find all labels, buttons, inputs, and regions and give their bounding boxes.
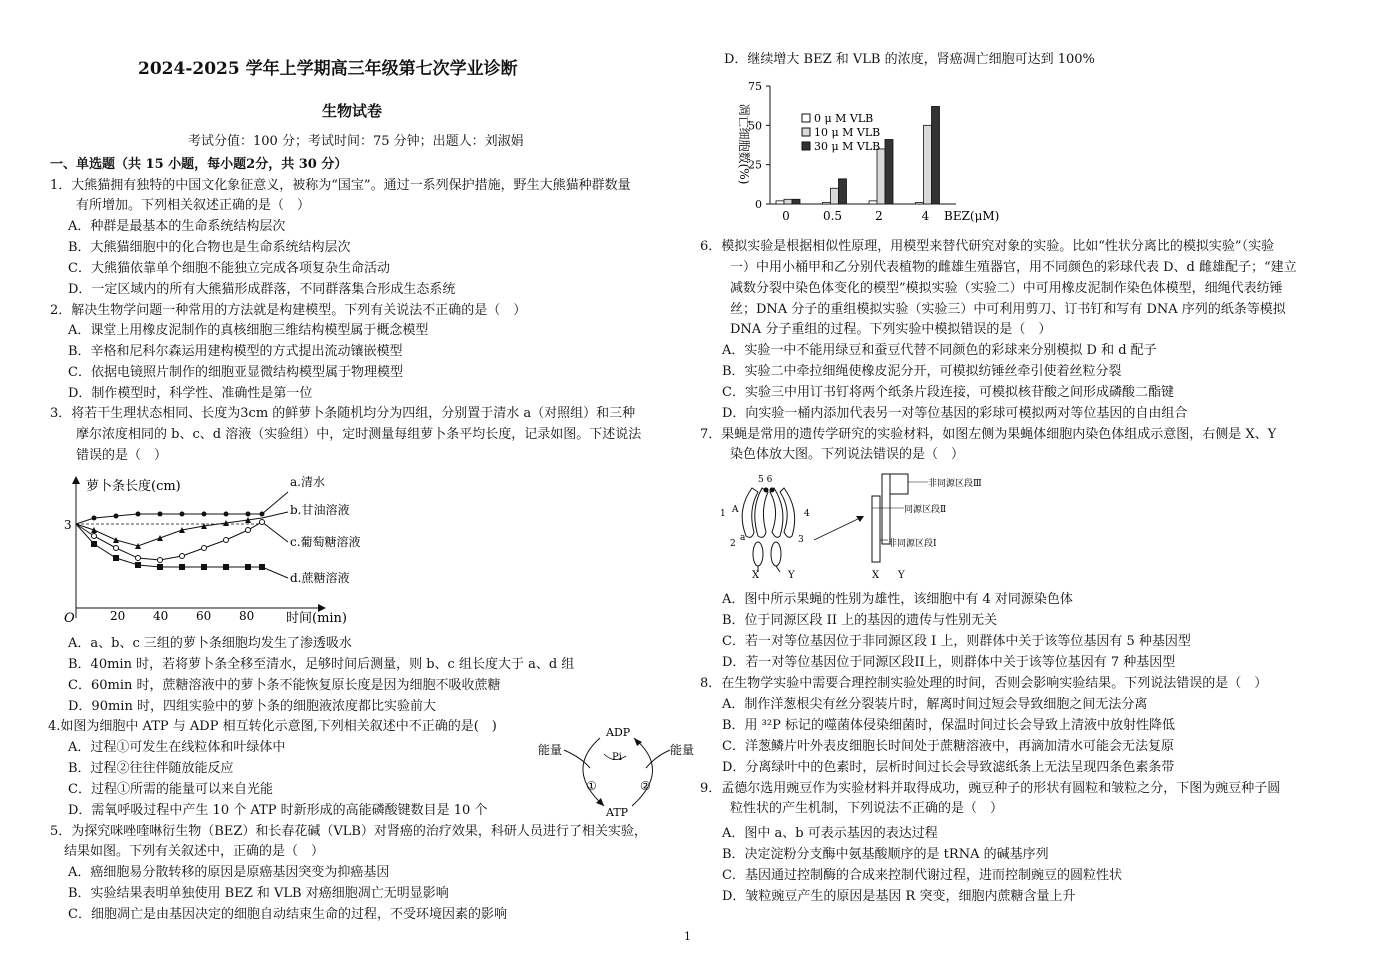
q9-option-d: D．皱粒豌豆产生的原因是基因 R 突变，细胞内蔗糖含量上升 bbox=[722, 889, 1076, 904]
x-tick-20: 20 bbox=[110, 609, 126, 623]
bar-4-series-0 bbox=[916, 202, 924, 204]
left-x-label: X bbox=[752, 570, 760, 581]
curve-b-points bbox=[91, 517, 251, 549]
exam-title: 2024-2025 学年上学期高三年级第七次学业诊断 bbox=[138, 59, 518, 79]
q1-option-a: A．种群是最基本的生命系统结构层次 bbox=[68, 219, 286, 234]
bar-4-series-1 bbox=[924, 125, 932, 204]
radish-length-graph bbox=[60, 470, 380, 630]
q2-option-c: C．依据电镜照片制作的细胞亚显微结构模型属于物理模型 bbox=[68, 365, 403, 380]
curve-a-points bbox=[92, 512, 265, 521]
q2-option-d: D．制作模型时，科学性、准确性是第一位 bbox=[68, 386, 313, 401]
fruit-fly-chromosome-diagram bbox=[718, 470, 1018, 582]
segment-1-label: 非同源区段Ⅰ bbox=[888, 539, 937, 549]
q7-option-b: B．位于同源区段 II 上的基因的遗传与性别无关 bbox=[722, 613, 998, 628]
q9-option-b: B．决定淀粉分支酶中氨基酸顺序的是 tRNA 的碱基序列 bbox=[722, 847, 1049, 862]
q8-option-c: C．洋葱鳞片叶外表皮细胞长时间处于蔗糖溶液中，再滴加清水可能会无法复原 bbox=[722, 739, 1174, 754]
q5-option-d: D．继续增大 BEZ 和 VLB 的浓度，肾癌凋亡细胞可达到 100% bbox=[724, 52, 1095, 67]
q3-option-c: C．60min 时，蔗糖溶液中的萝卜条不能恢复原长度是因为细胞不吸收蔗糖 bbox=[68, 678, 501, 693]
q4-option-d: D．需氧呼吸过程中产生 10 个 ATP 时新形成的高能磷酸键数目是 10 个 bbox=[68, 803, 488, 818]
x-tick-80: 80 bbox=[239, 609, 255, 623]
q5-option-c: C．细胞凋亡是由基因决定的细胞自动结束生命的过程，不受环境因素的影响 bbox=[68, 907, 507, 922]
legend-swatch-0 bbox=[802, 114, 810, 122]
origin-label: O bbox=[64, 611, 75, 626]
q8-option-a: A．制作洋葱根尖有丝分裂装片时，解离时间过短会导致细胞之间无法分离 bbox=[722, 697, 1148, 712]
label-A: A bbox=[732, 505, 739, 515]
x-tick-60: 60 bbox=[196, 609, 212, 623]
energy-right-label: 能量 bbox=[670, 743, 695, 757]
q3-option-a: A．a、b、c 三组的萝卜条细胞均发生了渗透吸水 bbox=[68, 636, 352, 651]
legend-label-2: 30 μ M VLB bbox=[814, 140, 881, 153]
q5-stem-2: 结果如图。下列有关叙述中，正确的是（ ） bbox=[64, 844, 325, 859]
q7-stem-2: 染色体放大图。下列说法错误的是（ ） bbox=[730, 447, 965, 462]
q4-option-b: B．过程②往往伴随放能反应 bbox=[68, 761, 234, 776]
q3-stem: 3．将若干生理状态相同、长度为3cm 的鲜萝卜条随机均分为四组，分别置于清水 a（对照组）和三种 bbox=[50, 406, 636, 421]
q4-option-a: A．过程①可发生在线粒体和叶绿体中 bbox=[68, 740, 286, 755]
q6-option-a: A．实验一中不能用绿豆和蚕豆代替不同颜色的彩球来分别模拟 D 和 d 配子 bbox=[722, 343, 1157, 358]
y-tick-3: 3 bbox=[64, 518, 72, 532]
chromosomes bbox=[742, 488, 795, 572]
subject-title: 生物试卷 bbox=[322, 102, 383, 120]
process-1-label: ① bbox=[586, 779, 597, 793]
q9-stem: 9．孟德尔选用豌豆作为实验材料并取得成功，豌豆种子的形状有圆粒和皱粒之分，下图为豌豆种子圆 bbox=[700, 781, 1281, 796]
q1-option-d: D．一定区域内的所有大熊猫形成群落，不同群落集合形成生态系统 bbox=[68, 282, 456, 297]
x-tick-label-2: 2 bbox=[875, 209, 883, 223]
q3-stem-2: 摩尔浓度相同的 b、c、d 溶液（实验组）中，定时测量每组萝卜条平均长度，记录如图。下述说法 bbox=[76, 427, 642, 442]
q6-option-b: B．实验二中牵拉细绳使橡皮泥分开，可模拟纺锤丝牵引使着丝粒分裂 bbox=[722, 364, 1122, 379]
legend-swatch-2 bbox=[802, 142, 810, 150]
process-2-label: ② bbox=[640, 779, 651, 793]
q8-stem: 8．在生物学实验中需要合理控制实验处理的时间，否则会影响实验结果。下列说法错误的是（ ） bbox=[700, 676, 1268, 691]
label-3: 3 bbox=[798, 535, 804, 545]
q8-option-b: B．用 ³²P 标记的噬菌体侵染细菌时，保温时间过长会导致上清液中放射性降低 bbox=[722, 718, 1175, 733]
y-tick-label-1: 25 bbox=[748, 158, 762, 172]
q3-option-b: B．40min 时，若将萝卜条全移至清水，足够时间后测量，则 b、c 组长度大于 a、d 组 bbox=[68, 657, 575, 672]
bar-0-series-2 bbox=[792, 199, 800, 204]
label-a: a bbox=[740, 533, 746, 543]
page-number: 1 bbox=[684, 930, 691, 943]
q8-option-d: D．分离绿叶中的色素时，层析时间过长会导致滤纸条上无法呈现四条色素条带 bbox=[722, 760, 1175, 775]
bar-0-series-1 bbox=[784, 199, 792, 204]
bar-2-series-2 bbox=[885, 139, 893, 204]
q4-stem: 4.如图为细胞中 ATP 与 ADP 相互转化示意图,下列相关叙述中不正确的是( ) bbox=[48, 719, 497, 734]
label-56: 5 6 bbox=[758, 475, 773, 485]
q6-stem-4: 丝；DNA 分子的重组模拟实验（实验三）中可利用剪刀、订书钉和写有 DNA 序列的纸条等模拟 bbox=[730, 302, 1286, 317]
q7-option-a: A．图中所示果蝇的性别为雄性，该细胞中有 4 对同源染色体 bbox=[722, 592, 1073, 607]
energy-left-label: 能量 bbox=[538, 743, 563, 757]
q5-option-b: B．实验结果表明单独使用 BEZ 和 VLB 对癌细胞凋亡无明显影响 bbox=[68, 886, 449, 901]
q9-stem-2: 粒性状的产生机制，下列说法不正确的是（ ） bbox=[730, 801, 1004, 816]
y-tick-label-2: 50 bbox=[748, 119, 762, 133]
q6-stem: 6．模拟实验是根据相似性原理，用模型来替代研究对象的实验。比如“性状分离比的模拟实验”（实验 bbox=[700, 239, 1275, 254]
curve-c-label: c.葡萄糖溶液 bbox=[290, 535, 361, 549]
left-y-label: Y bbox=[788, 570, 795, 581]
q2-option-a: A．课堂上用橡皮泥制作的真核细胞三维结构模型属于概念模型 bbox=[68, 323, 429, 338]
chart-legend bbox=[802, 112, 880, 153]
q2-option-b: B．辛格和尼科尔森运用建构模型的方式提出流动镶嵌模型 bbox=[68, 344, 403, 359]
label-4: 4 bbox=[804, 509, 810, 519]
section-heading: 一、单选题（共 15 小题，每小题2分，共 30 分） bbox=[50, 157, 348, 172]
q3-stem-3: 错误的是（ ） bbox=[76, 448, 168, 463]
chart-x-label: BEZ(μM) bbox=[944, 209, 1000, 223]
x-tick-40: 40 bbox=[153, 609, 169, 623]
q3-option-d: D．90min 时，四组实验中的萝卜条的细胞液浓度都比实验前大 bbox=[68, 699, 436, 714]
q2-stem: 2．解决生物学问题一种常用的方法就是构建模型。下列有关说法不正确的是（ ） bbox=[50, 303, 527, 318]
pi-label: Pi bbox=[612, 752, 622, 763]
y-tick-label-3: 75 bbox=[748, 80, 762, 93]
bar-0.5-series-0 bbox=[823, 202, 831, 204]
q1-option-b: B．大熊猫细胞中的化合物也是生命系统结构层次 bbox=[68, 240, 351, 255]
bar-4-series-2 bbox=[932, 106, 940, 204]
y-tick-label-0: 0 bbox=[755, 198, 762, 211]
q4-option-c: C．过程①所需的能量可以来自光能 bbox=[68, 782, 273, 797]
label-2: 2 bbox=[730, 539, 736, 549]
atp-adp-cycle-diagram bbox=[534, 720, 704, 820]
q7-stem: 7．果蝇是常用的遗传学研究的实验材料，如图左侧为果蝇体细胞内染色体组成示意图，右侧是 X、Y bbox=[700, 427, 1277, 442]
x-chromosome bbox=[872, 496, 880, 562]
x-tick-label-1: 0.5 bbox=[822, 209, 843, 223]
curve-b-label: b.甘油溶液 bbox=[290, 503, 350, 517]
q9-option-a: A．图中 a、b 可表示基因的表达过程 bbox=[722, 826, 938, 841]
segment-3-label: 非同源区段Ⅲ bbox=[928, 479, 982, 489]
curve-d-label: d.蔗糖溶液 bbox=[290, 571, 350, 585]
chart-y-label: 凋亡细胞数(%) bbox=[737, 103, 751, 185]
legend-swatch-1 bbox=[802, 128, 810, 136]
segment-2-label: 同源区段Ⅱ bbox=[904, 505, 947, 515]
exam-info: 考试分值：100 分；考试时间：75 分钟；出题人：刘淑娟 bbox=[188, 134, 524, 149]
apoptosis-bar-chart bbox=[726, 78, 1016, 228]
y-chromosome bbox=[882, 474, 890, 544]
q1-option-c: C．大熊猫依靠单个细胞不能独立完成各项复杂生命活动 bbox=[68, 261, 390, 276]
q1-stem: 1．大熊猫拥有独特的中国文化象征意义，被称为“国宝”。通过一系列保护措施，野生大熊猫种群数量 bbox=[50, 178, 631, 193]
legend-label-0: 0 μ M VLB bbox=[814, 112, 874, 125]
legend-label-1: 10 μ M VLB bbox=[814, 126, 881, 139]
q1-stem-2: 有所增加。下列相关叙述正确的是（ ） bbox=[76, 198, 311, 213]
bar-0.5-series-1 bbox=[831, 188, 839, 204]
q5-stem: 5．为探究咪唑喹啉衍生物（BEZ）和长春花碱（VLB）对肾癌的治疗效果，科研人员进行了相关实验， bbox=[50, 824, 647, 839]
curve-a-label: a.清水 bbox=[290, 475, 325, 489]
right-x-label: X bbox=[872, 570, 880, 581]
bar-0.5-series-2 bbox=[839, 179, 847, 204]
x-axis-label: 时间(min) bbox=[286, 611, 348, 626]
label-1: 1 bbox=[720, 509, 726, 519]
q7-option-d: D．若一对等位基因位于同源区段II上，则群体中关于该等位基因有 7 种基因型 bbox=[722, 655, 1176, 670]
bar-2-series-0 bbox=[869, 201, 877, 204]
x-tick-label-0: 0 bbox=[782, 209, 790, 223]
q6-stem-2: 一）中用小桶甲和乙分别代表植物的雌雄生殖器官，用不同颜色的彩球代表 D、d 雌雄配子；“建立 bbox=[730, 260, 1297, 275]
q6-stem-3: 减数分裂中染色体变化的模型”模拟实验（实验二）中可用橡皮泥制作染色体模型，细绳代表纺锤 bbox=[730, 281, 1283, 296]
bar-0-series-0 bbox=[776, 201, 784, 204]
x-tick-label-3: 4 bbox=[921, 209, 930, 223]
right-y-label: Y bbox=[898, 570, 905, 581]
adp-label: ADP bbox=[606, 726, 631, 739]
y-axis-label: 萝卜条长度(cm) bbox=[86, 479, 181, 494]
q5-option-a: A．癌细胞易分散转移的原因是原癌基因突变为抑癌基因 bbox=[68, 865, 390, 880]
bar-2-series-1 bbox=[877, 149, 885, 204]
q9-option-c: C．基因通过控制酶的合成来控制代谢过程，进而控制豌豆的圆粒性状 bbox=[722, 868, 1122, 883]
q7-option-c: C．若一对等位基因位于非同源区段 I 上，则群体中关于该等位基因有 5 种基因型 bbox=[722, 634, 1191, 649]
q6-option-d: D．向实验一桶内添加代表另一对等位基因的彩球可模拟两对等位基因的自由组合 bbox=[722, 406, 1188, 421]
q6-stem-5: DNA 分子重组的过程。下列实验中模拟错误的是（ ） bbox=[730, 322, 1052, 337]
atp-label: ATP bbox=[606, 806, 629, 819]
q6-option-c: C．实验三中用订书钉将两个纸条片段连接，可模拟核苷酸之间形成磷酸二酯键 bbox=[722, 385, 1174, 400]
